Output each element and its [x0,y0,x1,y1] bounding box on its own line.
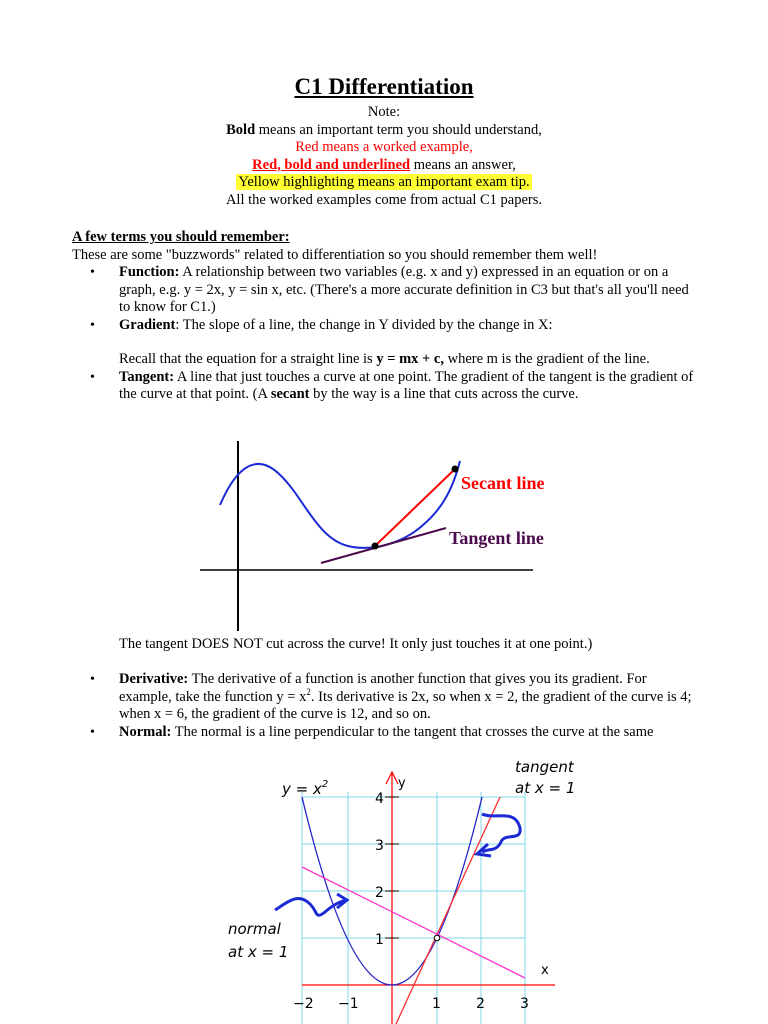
tangent-pointer-arrow [482,814,520,852]
red-note: Red means a worked example, [295,139,473,155]
bold-note [0,122,768,140]
gradient-term: Gradient [119,316,176,333]
terms-heading: A few terms you should remember: [72,229,290,245]
normal-text: The normal is a line perpendicular to the tangent that crosses the curve at the same [171,723,654,740]
spacer [119,334,702,351]
terms-list [72,264,702,404]
tangent-figure-label-2: at x = 1 [515,779,576,797]
tangent-line-x1 [396,797,500,1024]
y-axis-label: y [398,776,406,791]
tangent-term: Tangent: [119,368,175,385]
answer-note-rest: means an answer, [410,156,516,173]
line-equation-text [119,351,702,369]
tangent-point [372,543,379,550]
bold-term: Bold [226,121,256,138]
gradient-text: : The slope of a line, the change in Y divided by the change in X: [175,316,553,333]
tangent-text-1: A line that just touches a curve at one point. The gradient of the tangent is the gradient of the curve at that point. (A [119,368,694,402]
normal-term: Normal: [119,723,172,740]
list-item-function [72,264,702,317]
line-eq-pre: Recall that the equation for a straight line is [119,351,377,367]
derivative-term: Derivative: [119,671,189,687]
terms-list-2 [72,671,702,741]
note-label: Note: [367,104,401,120]
list-item-gradient [72,317,702,369]
normal-figure-label-1: normal [228,920,281,938]
bold-note-rest: means an important term you should understand, [255,121,542,138]
page-title: C1 Differentiation [294,74,474,99]
figure1-caption: The tangent DOES NOT cut across the curve! It only just touches it at one point.) [119,636,593,652]
function-term: Function: [119,264,180,280]
tangent-figure-label-1: tangent [515,758,574,776]
x-axis-label: x [541,963,549,978]
function-text: A relationship between two variables (e.g. x and y) expressed in an equation or on a graph, e.g. y = 2x, y = sin x, etc. (There's a more accurate definition in C3 but that's all you'll need to know for C1.) [119,264,689,315]
point-x1 [434,935,440,941]
derivative-text-1: The derivative of a function is another function that gives you its gradient. For example, take the function y = x [119,671,647,705]
y-tick-label: 3 [375,838,384,854]
y-tick-label: 4 [375,791,384,807]
line-eq-bold: y = mx + c, [376,351,444,367]
derivative-text-2: . Its derivative is 2x, so when x = 2, the gradient of the curve is 4; when x = 6, the gradient of the curve is 12, and so on. [119,688,692,722]
x-tick-label: 3 [520,996,529,1012]
tangent-label: Tangent line [449,528,544,548]
secant-label: Secant line [461,473,545,493]
answer-note [0,157,768,175]
bullet-mark: • [90,265,95,280]
legend-notes [0,104,768,209]
source-note: All the worked examples come from actual C1 papers. [225,191,543,208]
list-item-tangent [72,369,702,404]
list-item-normal [72,724,702,742]
tangent-text-2: by the way is a line that cuts across the curve. [309,386,579,402]
bullet-mark: • [90,317,95,333]
highlight-note [0,174,768,192]
normal-figure-label-2: at x = 1 [228,943,289,961]
grid-lines [302,792,525,1024]
tangent-line [321,528,446,563]
list-item-derivative [72,671,702,724]
function-label [281,779,328,798]
parabola-figure [220,752,590,1024]
highlight-text: Yellow highlighting means an important exam tip. [238,174,530,190]
function-label-text: y = x [282,780,322,798]
secant-term: secant [270,386,310,402]
terms-section-2 [72,671,702,741]
secant-tangent-figure [198,433,568,631]
secant-line [375,469,455,546]
x-tick-label: 2 [476,996,485,1012]
x-tick-label: −1 [338,996,359,1012]
derivative-sup: 2 [306,686,311,697]
terms-section [72,229,702,404]
answer-term: Red, bold and underlined [252,156,411,173]
x-tick-label: 1 [432,996,441,1012]
bullet-mark: • [90,672,95,687]
line-eq-post: where m is the gradient of the line. [443,351,650,367]
function-label-sup: 2 [321,779,329,790]
secant-point [452,466,459,473]
x-tick-label: −2 [293,996,314,1012]
normal-line-x1 [302,867,525,978]
y-tick-label: 2 [375,885,384,901]
terms-intro: These are some "buzzwords" related to differentiation so you should remember them well! [72,246,598,263]
y-tick-label: 1 [375,932,384,948]
bullet-mark: • [90,369,95,385]
bullet-mark: • [90,724,95,740]
